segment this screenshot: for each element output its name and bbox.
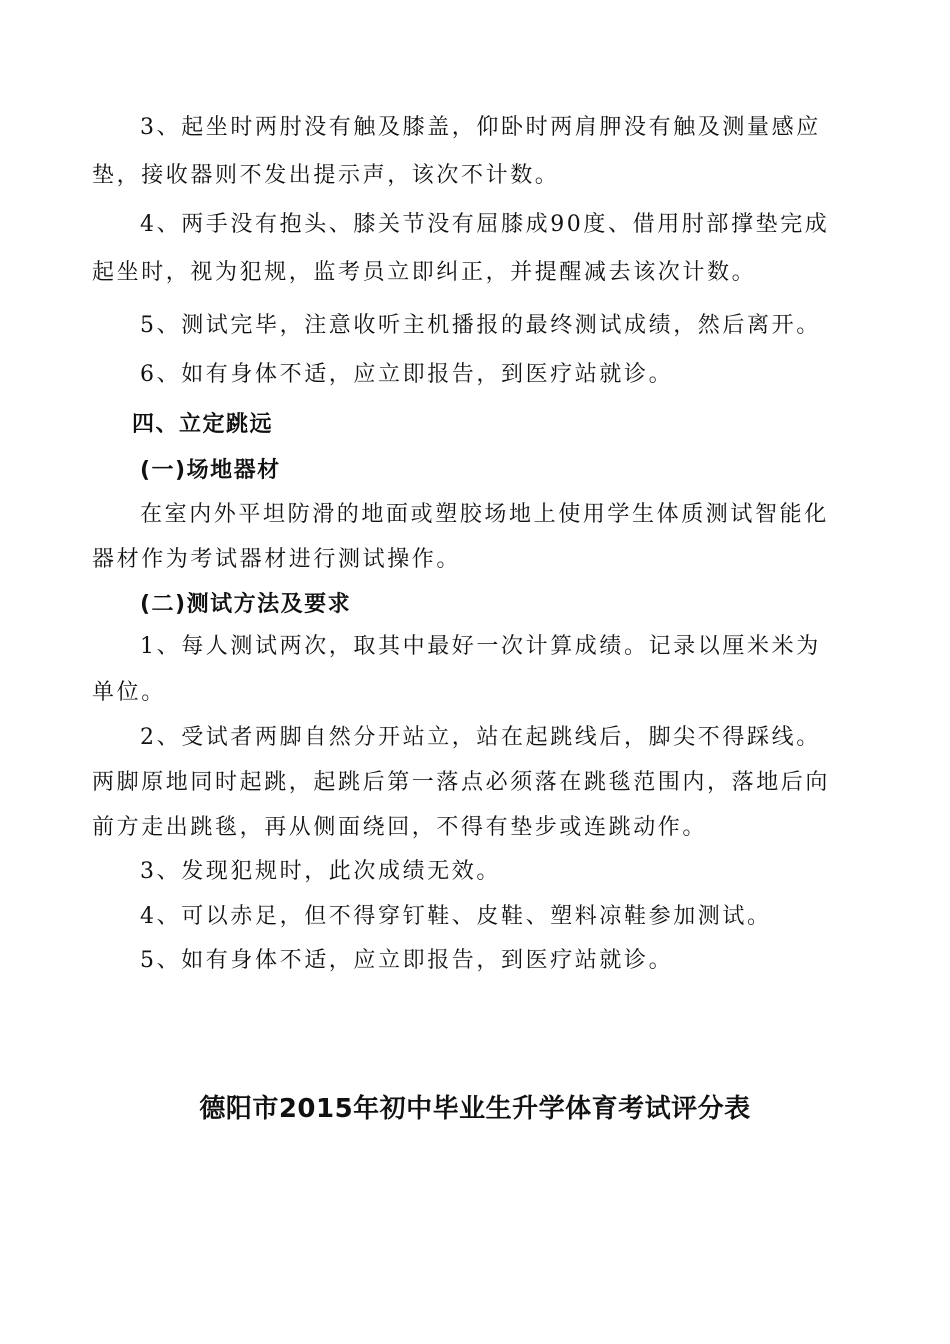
paragraph-line: 两脚原地同时起跳，起跳后第一落点必须落在跳毯范围内，落地后向 — [92, 770, 831, 795]
paragraph-line: 起坐时，视为犯规，监考员立即纠正，并提醒减去该次计数。 — [92, 260, 757, 285]
subsection-heading: (一)场地器材 — [140, 458, 281, 483]
paragraph-line: 2、受试者两脚自然分开站立，站在起跳线后，脚尖不得踩线。 — [140, 725, 821, 750]
paragraph-line: 5、如有身体不适，应立即报告，到医疗站就诊。 — [140, 948, 674, 973]
paragraph-line: 4、两手没有抱头、膝关节没有屈膝成90度、借用肘部撑垫完成 — [140, 212, 830, 237]
paragraph-line: 在室内外平坦防滑的地面或塑胶场地上使用学生体质测试智能化 — [140, 502, 829, 527]
paragraph-line: 单位。 — [92, 680, 166, 705]
paragraph-line: 5、测试完毕，注意收听主机播报的最终测试成绩，然后离开。 — [140, 313, 821, 338]
paragraph-line: 1、每人测试两次，取其中最好一次计算成绩。记录以厘米米为 — [140, 634, 821, 659]
paragraph-line: 垫，接收器则不发出提示声，该次不计数。 — [92, 163, 560, 188]
paragraph-line: 6、如有身体不适，应立即报告，到医疗站就诊。 — [140, 362, 674, 387]
section-heading: 四、立定跳远 — [132, 412, 274, 437]
paragraph-line: 器材作为考试器材进行测试操作。 — [92, 547, 462, 572]
paragraph-line: 4、可以赤足，但不得穿钉鞋、皮鞋、塑料凉鞋参加测试。 — [140, 904, 772, 929]
subsection-heading: (二)测试方法及要求 — [140, 592, 352, 617]
table-title: 德阳市2015年初中毕业生升学体育考试评分表 — [199, 1094, 751, 1124]
paragraph-line: 3、发现犯规时，此次成绩无效。 — [140, 859, 501, 884]
paragraph-line: 前方走出跳毯，再从侧面绕回，不得有垫步或连跳动作。 — [92, 815, 708, 840]
paragraph-line: 3、起坐时两肘没有触及膝盖，仰卧时两肩胛没有触及测量感应 — [140, 115, 821, 140]
